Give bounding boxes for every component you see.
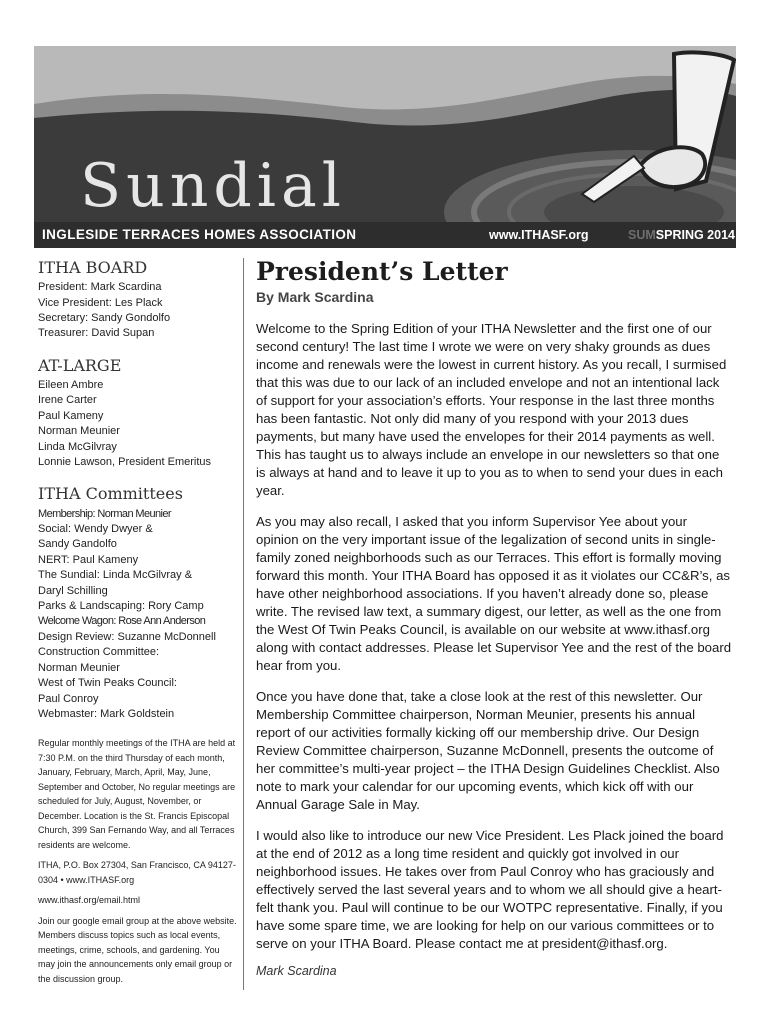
- at-large-section: [38, 356, 238, 471]
- at-large-line: Lonnie Lawson, President Emeritus: [38, 456, 212, 469]
- season-text: SPRING 2014: [655, 228, 735, 242]
- committee-line: Paul Conroy: [38, 692, 99, 705]
- website-link[interactable]: www.ITHASF.org: [489, 228, 589, 242]
- at-large-line: Irene Carter: [38, 394, 97, 407]
- board-line: Vice President: Les Plack: [38, 296, 163, 309]
- issue-season: [628, 228, 735, 242]
- committees-section: [38, 484, 238, 722]
- at-large-line: Eileen Ambre: [38, 379, 104, 391]
- column-divider: [243, 258, 244, 990]
- meetings-note: Regular monthly meetings of the ITHA are held at 7:30 P.M. on the third Thursday of each month, January, February, March, April, May, June, September and October, No regular meetings are scheduled for July, August, November, or December. Location is the St. Francis Episcopal Church, 399 San Fernando Way, and all Terraces residents are welcome.: [38, 738, 236, 850]
- article-paragraph: Once you have done that, take a close look at the rest of this newsletter. Our Membership Committee chairperson, Norman Meunier, presents his annual report of our activities formally kicking off our membership drive. Our Design Review Committee chairperson, Suzanne McDonnell, presents the outcome of her committee’s multi-year project – the ITHA Design Guidelines Checklist. Also note to mark your calendar for our upcoming events, which kick off with our Annual Garage Sale in May.: [256, 689, 720, 812]
- sidebar: [38, 258, 238, 992]
- masthead-strip: [34, 222, 736, 248]
- association-name: INGLESIDE TERRACES HOMES ASSOCIATION: [42, 227, 357, 242]
- at-large-line: Linda McGilvray: [38, 440, 117, 453]
- email-group-note: Join our google email group at the above website. Members discuss topics such as local events, meetings, crime, schools, and gardening. You may join the announcements only email group or the discussion group.: [38, 915, 237, 984]
- at-large-heading: AT-LARGE: [38, 355, 122, 375]
- committee-line: Norman Meunier: [38, 661, 120, 674]
- committee-line: Parks & Landscaping: Rory Camp: [38, 600, 204, 613]
- committee-line: NERT: Paul Kameny: [38, 553, 139, 566]
- article-paragraph: I would also like to introduce our new Vice President. Les Plack joined the board at the end of 2012 as a long time resident and quickly got involved in our neighborhood issues. He takes over from Paul Conroy who has graciously and effectively served the last several years and to whom we all should give a heart-felt thank you. Paul will continue to be our WOTPC representative. Finally, if you have some spare time, we are looking for help on our various committees or to serve on your ITHA Board. Please contact me at president@ithasf.org.: [256, 828, 724, 951]
- board-line: Secretary: Sandy Gondolfo: [38, 312, 171, 324]
- committee-line: Construction Committee:: [38, 646, 160, 659]
- committee-line: Design Review: Suzanne McDonnell: [38, 630, 216, 643]
- committee-line: Sandy Gandolfo: [38, 538, 117, 551]
- board-section: [38, 258, 238, 342]
- at-large-line: Paul Kameny: [38, 409, 104, 422]
- article-signature: Mark Scardina: [256, 964, 337, 978]
- mailing-address: ITHA, P.O. Box 27304, San Francisco, CA 94127-0304 • www.ITHASF.org: [38, 860, 236, 885]
- board-heading: ITHA BOARD: [38, 258, 148, 277]
- committee-line: Daryl Schilling: [38, 584, 108, 597]
- committee-line: Social: Wendy Dwyer &: [38, 523, 153, 536]
- board-line: President: Mark Scardina: [38, 281, 162, 294]
- season-ghost-text: SUM: [628, 228, 656, 242]
- presidents-letter: [256, 256, 732, 978]
- masthead: [34, 46, 736, 248]
- article-byline: By Mark Scardina: [256, 289, 374, 305]
- committee-line: The Sundial: Linda McGilvray &: [38, 569, 193, 582]
- newsletter-wordmark: Sundial: [80, 151, 346, 221]
- committee-line: Webmaster: Mark Goldstein: [38, 707, 175, 720]
- committee-line: Membership: Norman Meunier: [38, 507, 171, 520]
- article-title: President’s Letter: [256, 257, 508, 286]
- board-line: Treasurer: David Supan: [38, 327, 155, 340]
- article-paragraph: As you may also recall, I asked that you inform Supervisor Yee about your opinion on the very important issue of the legalization of second units in single-family zoned neighborhoods such as our Terraces. This effort is formally moving forward this month. Your ITHA Board has opposed it as it violates our CC&R’s, as have other neighborhood associations. If you haven’t already done so, please write. The revised law text, a summary digest, our letter, as well as the one from the West Of Twin Peaks Council, is available on our website at www.ithasf.org along with contact addresses. Please let Supervisor Yee and the rest of the board hear from you.: [256, 514, 732, 673]
- email-group-link[interactable]: www.ithasf.org/email.html: [38, 895, 141, 906]
- committee-line: Welcome Wagon: Rose Ann Anderson: [38, 615, 206, 628]
- committee-line: West of Twin Peaks Council:: [38, 677, 177, 690]
- at-large-line: Norman Meunier: [38, 425, 120, 438]
- article-paragraph: Welcome to the Spring Edition of your ITHA Newsletter and the first one of our second century! The last time I wrote we were on very shaky grounds as dues income and renewals were the lowest in current history. As you recall, I surmised that this was due to our lack of an included envelope and not an intentional lack of support for your association’s efforts. Your response in the last three months has been fantastic. Not only did many of you respond with your 2013 dues payments, but many have used the envelopes for their 2014 payments as well. This has taught us to always include an envelope in our newsletters so that one is always at hand and to leave it up to you as to when to send your dues in each year.: [256, 321, 727, 498]
- committees-heading: ITHA Committees: [38, 484, 183, 504]
